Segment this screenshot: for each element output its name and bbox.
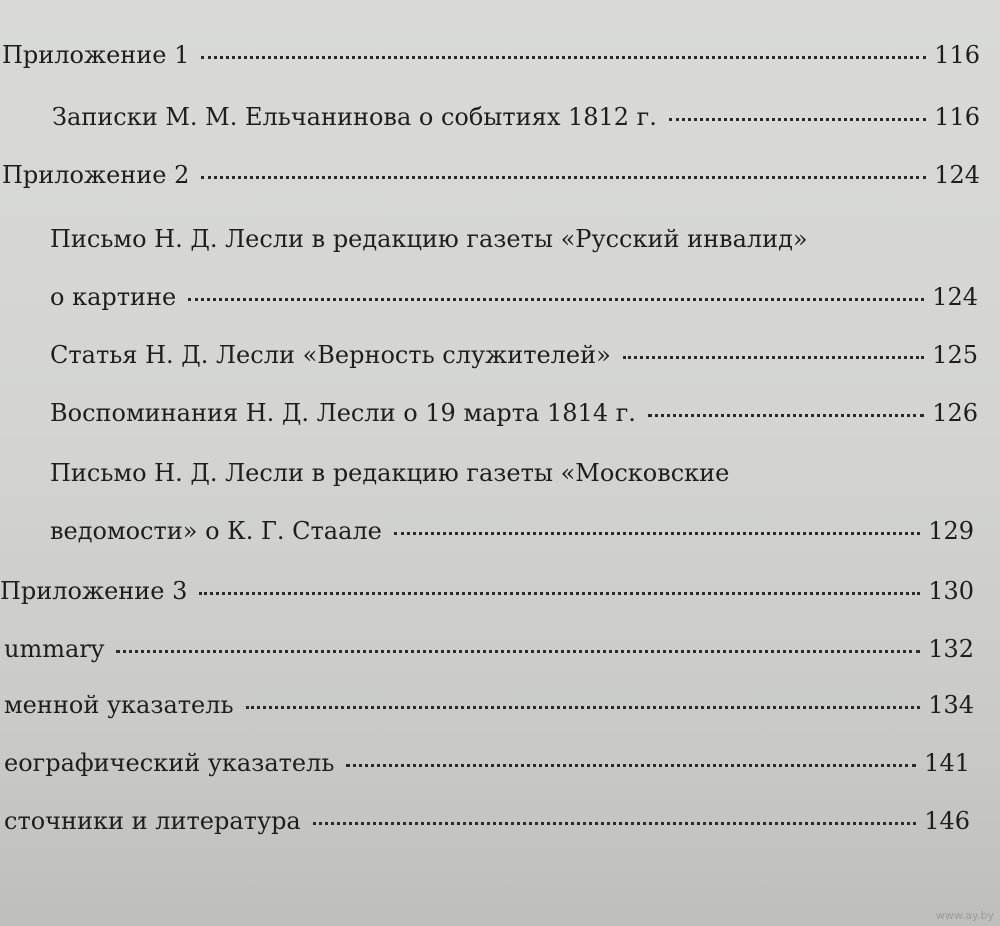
toc-entry-geo-index <box>4 748 970 778</box>
toc-entry-label: Статья Н. Д. Лесли «Верность служителей» <box>50 341 611 369</box>
dot-leader <box>246 706 921 709</box>
dot-leader <box>199 592 920 595</box>
toc-page-number: 132 <box>928 635 974 663</box>
toc-entry-summary <box>4 634 974 664</box>
toc-page-number: 124 <box>934 161 980 189</box>
toc-page-number: 116 <box>934 41 980 69</box>
dot-leader <box>201 56 926 59</box>
toc-page-number: 125 <box>932 341 978 369</box>
toc-entry-moskovskie-letter <box>50 516 974 546</box>
toc-entry-label: о картине <box>50 283 177 311</box>
toc-entry-label: Приложение 3 <box>0 577 188 605</box>
toc-entry-label: Приложение 1 <box>2 41 190 69</box>
dot-leader <box>394 532 920 535</box>
dot-leader <box>188 298 924 301</box>
dot-leader <box>346 764 916 767</box>
toc-entry-name-index <box>4 690 974 720</box>
toc-page-number: 116 <box>934 103 980 131</box>
toc-entry-label: Воспоминания Н. Д. Лесли о 19 марта 1814 г. <box>50 399 636 427</box>
dot-leader <box>313 822 916 825</box>
toc-page-number: 146 <box>924 807 970 835</box>
toc-page-number: 141 <box>924 749 970 777</box>
toc-entry-label: ведомости» о К. Г. Стаале <box>50 517 382 545</box>
toc-entry-label: менной указатель <box>4 691 234 719</box>
toc-entry-elchaninov-notes <box>52 102 980 132</box>
toc-entry-label: сточники и литература <box>4 807 301 835</box>
dot-leader <box>623 356 924 359</box>
toc-entry-fidelity-article <box>50 340 978 370</box>
dot-leader <box>116 650 920 653</box>
toc-entry-label-line1: Письмо Н. Д. Лесли в редакцию газеты «Московские <box>50 459 730 487</box>
toc-entry-appendix-1 <box>2 40 980 70</box>
dot-leader <box>669 118 926 121</box>
toc-entry-sources <box>4 806 970 836</box>
toc-entry-label: Приложение 2 <box>2 161 190 189</box>
toc-page-number: 124 <box>932 283 978 311</box>
toc-page-number: 130 <box>928 577 974 605</box>
dot-leader <box>648 414 924 417</box>
toc-entry-label-line1: Письмо Н. Д. Лесли в редакцию газеты «Русский инвалид» <box>50 225 808 253</box>
toc-page-number: 129 <box>928 517 974 545</box>
toc-entry-appendix-3 <box>0 576 974 606</box>
toc-entry-appendix-2 <box>2 160 980 190</box>
toc-entry-memoirs-1814 <box>50 398 978 428</box>
toc-page-number: 134 <box>928 691 974 719</box>
toc-entry-label: ummary <box>4 635 105 663</box>
dot-leader <box>201 176 926 179</box>
toc-entry-label: Записки М. М. Ельчанинова о событиях 1812 г. <box>52 103 657 131</box>
toc-page-number: 126 <box>932 399 978 427</box>
watermark: www.ay.by <box>935 909 994 922</box>
toc-entry-label: еографический указатель <box>4 749 335 777</box>
toc-entry-russky-invalid-letter <box>50 282 978 312</box>
